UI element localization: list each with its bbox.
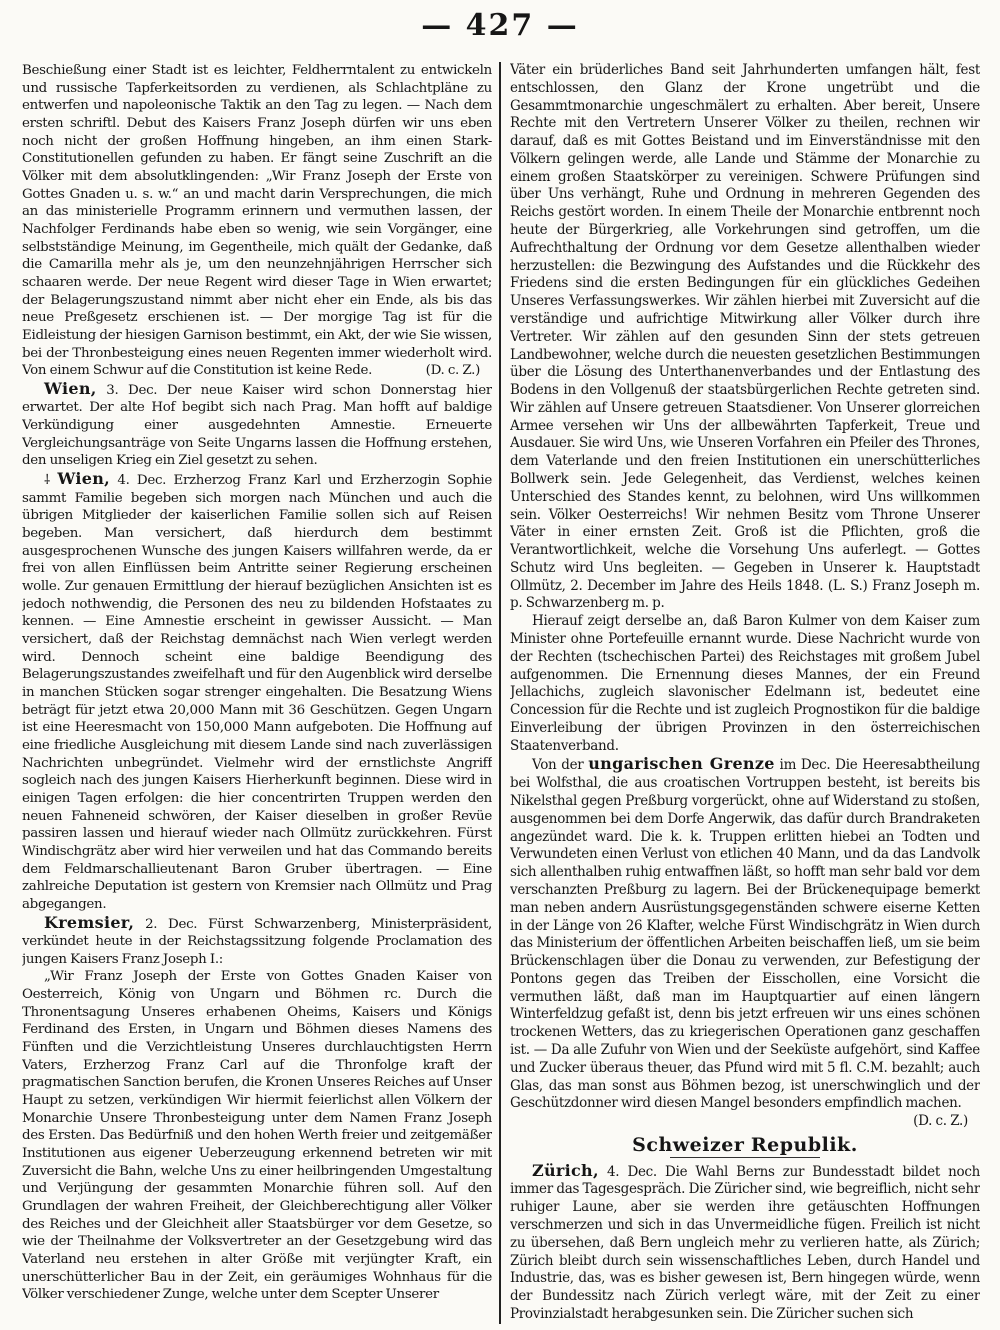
- page-number: — 427 —: [421, 8, 579, 43]
- dateline: Wien,: [44, 378, 97, 398]
- dateline: Wien,: [57, 469, 110, 489]
- paragraph-text: 4. Dec. Erzherzog Franz Karl und Erzherzogin Sophie sammt Familie begeben sich morgen nach München und auch die übrigen Mitglieder der kaiserlichen Familie sollen sich auf Reisen begeben. Man versichert, daß hierdurch dem bestimmt ausgesprochenen Wunsche des jungen Kaisers willfahren werde, da er frei von allen Einflüssen beim Antritte seiner Regierung erscheinen wolle. Zur genauen Ermittlung der hierauf bezüglichen Ansichten ist es jedoch nothwendig, die Personen des neu zu bildenden Hofstaates zu kennen. — Eine Amnestie erscheint in gewisser Aussicht. — Man versichert, daß der Reichstag demnächst nach Wien verlegt werden wird. Dennoch scheint eine baldige Beendigung des Belagerungszustandes zweifelhaft und für den Augenblick wird derselbe in manchen Stücken sogar strenger eingehalten. Die Besatzung Wiens beträgt für jetzt etwa 20,000 Mann mit 36 Geschützen. Gegen Ungarn ist eine Heeresmacht von 150,000 Mann aufgeboten. Die Hoffnung auf eine friedliche Ausgleichung mit diesem Lande sind nach zuverlässigen Nachrichten unbegründet. Vielmehr wird der ernstlichste Angriff sogleich nach des jungen Kaisers Hierherkunft beginnen. Diese wird in einigen Tagen erfolgen: die hier concentrirten Truppen werden den neuen Fahneneid schwören, der Kaiser dieselben in großer Revüe passiren lassen und hierauf wieder nach Ollmütz zurückkehren. Fürst Windischgrätz aber wird hier verweilen und hat das Commando bereits dem Feldmarschallieutenant Baron Gruber übertragen. — Eine zahlreiche Deputation ist gestern von Kremsier nach Ollmütz und Prag abgegangen.: [22, 473, 492, 912]
- paragraph-lead: Von der: [532, 757, 589, 774]
- article-paragraph: [510, 755, 980, 1130]
- dateline: Kremsier,: [44, 912, 135, 932]
- section-heading: Schweizer Republik.: [632, 1133, 858, 1156]
- paragraph-text: 2. Dec. Fürst Schwarzenberg, Ministerpräsident, verkündet heute in der Reichstagssitzung folgende Proclamation des jungen Kaisers Franz Joseph I.:: [22, 916, 492, 967]
- proclamation-continuation: Väter ein brüderliches Band seit Jahrhunderten umfangen hält, fest entschlossen, den Glanz der Krone ungetrübt und die Gesammtmonarchie ungeschmälert zu erhalten. Aber bereit, Unsere Rechte mit den Vertretern Unserer Völker zu theilen, rechnen wir darauf, daß es mit Gottes Beistand und im Einverständnisse mit den Völkern gelingen werde, alle Lande und Stämme der Monarchie zu einem großen Staatskörper zu vereinigen. Schwere Prüfungen sind über Uns verhängt, Ruhe und Ordnung in mehreren Gegenden des Reichs gestört worden. In einem Theile der Monarchie entbrennt noch heute der Bürgerkrieg, alle Vorkehrungen sind getroffen, um die Aufrechthaltung der Ordnung vor dem Gesetze allenthalben wieder herzustellen: die Bezwingung des Aufstandes und die Rückkehr des Friedens sind die ersten Bedingungen für ein glückliches Gedeihen Unseres Verfassungswerkes. Wir zählen hierbei mit Zuversicht auf die verständige und aufrichtige Mitwirkung aller Völker durch ihre Vertreter. Wir zählen auf den gesunden Sinn der stets getreuen Landbewohner, welche durch die neuesten gesetzlichen Bestimmungen über die Lösung des Unterthanenverbandes und der Entlastung des Bodens in den Vollgenuß der staatsbürgerlichen Rechte getreten sind. Wir zählen auf Unsere getreuen Staatsdiener. Von Unserer glorreichen Armee versehen wir Uns der allbewährten Tapferkeit, Treue und Ausdauer. Sie wird Uns, wie Unseren Vorfahren ein Pfeiler des Thrones, dem Vaterlande und den freien Institutionen ein unerschütterliches Bollwerk sein. Jede Gelegenheit, das Verdienst, welches keinen Unterschied des Standes kennt, zu belohnen, wird Uns willkommen sein. Völker Oesterreichs! Wir nehmen Besitz vom Throne Unserer Väter in einer ernsten Zeit. Groß ist die Pflichten, groß die Verantwortlichkeit, welche die Vorsehung Uns auferlegt. — Gottes Schutz wird Uns begleiten. — Gegeben in Unserer k. Hauptstadt Ollmütz, 2. December im Jahre des Heils 1848. (L. S.) Franz Joseph m. p. Schwarzenberg m. p.: [510, 62, 980, 612]
- source-attribution: (D. c. Z.): [425, 363, 480, 379]
- paragraph-text: 4. Dec. Die Wahl Berns zur Bundesstadt bildet noch immer das Tagesgespräch. Die Züricher sind, wie begreiflich, nicht sehr ruhiger Laune, aber sie werden ihre getäuschten Hoffnungen verschmerzen und sich in das Unvermeidliche fügen. Freilich ist nicht zu übersehen, daß Bern ungleich mehr zu verlieren hatte, als Zürich; Zürich bleibt durch sein wissenschaftliches Leben, durch Handel und Industrie, das, was es bisher gewesen ist, Bern hingegen würde, wenn der Bundessitz nach Zürich verlegt wäre, mit der Zeit zu einer Provinzialstadt herabgesunken sein. Die Züricher suchen sich: [510, 1163, 980, 1322]
- right-column: [510, 62, 980, 1328]
- source-attribution: (D. c. Z.): [913, 1113, 968, 1130]
- paragraph-text: 3. Dec. Der neue Kaiser wird schon Donnerstag hier erwartet. Der alte Hof begibt sich nach Prag. Man hofft auf baldige Verkündigung einer ausgedehnten Amnestie. Erneuerte Vergleichungsanträge von Seite Ungarns lassen die Hoffnung erstehen, den unseligen Krieg ein Ziel gesetzt zu sehen.: [22, 382, 492, 469]
- proclamation-text: „Wir Franz Joseph der Erste von Gottes Gnaden Kaiser von Oesterreich, König von Ungarn und Böhmen rc. Durch die Thronentsagung Unseres erhabenen Oheims, Kaisers und Königs Ferdinand des Ersten, in Ungarn und Böhmen dieses Namens des Fünften und die Verzichtleistung Unseres durchlauchtigsten Herrn Vaters, Erzherzog Franz Carl auf die Thronfolge kraft der pragmatischen Sanction berufen, die Kronen Unseres Reiches auf Unser Haupt zu setzen, verkündigen Wir hiermit feierlichst allen Völkern der Monarchie Unsere Thronbesteigung unter dem Namen Franz Joseph des Ersten. Das Bedürfniß und den hohen Werth freier und zeitgemäßer Institutionen aus eigener Ueberzeugung erkennend betreten wir mit Zuversicht die Bahn, welche Uns zu einer heilbringenden Umgestaltung und Verjüngung der gesammten Monarchie führen soll. Auf den Grundlagen der wahren Freiheit, der Gleichberechtigung aller Völker des Reiches und der Gleichheit aller Staatsbürger vor dem Gesetze, so wie der Theilnahme der Volksvertreter an der Gesetzgebung wird das Vaterland neu erstehen in alter Größe mit verjüngter Kraft, ein unerschütterlicher Bau in der Zeit, ein geräumiges Wohnhaus für die Völker verschiedener Zunge, welche unter dem Scepter Unserer: [22, 969, 492, 1303]
- dateline: Zürich,: [532, 1160, 599, 1180]
- correspondent-mark: ⸸: [44, 473, 50, 489]
- article-paragraph: [22, 380, 492, 470]
- column-divider: [499, 62, 501, 1324]
- paragraph-text: Beschießung einer Stadt ist es leichter, Feldherrntalent zu entwickeln und russische Tapferkeitsorden zu verdienen, als Schlachtpläne zu entwerfen und napoleonische Taktik an den Tag zu legen. — Nach dem ersten schriftl. Debut des Kaisers Franz Joseph dürfen wir uns eben noch nicht der großen Hoffnung hingeben, an ihm einen Stark-Constitutionellen gefunden zu haben. Er fängt seine Zuschrift an die Völker mit dem absolutklingenden: „Wir Franz Joseph der Erste von Gottes Gnaden u. s. w.“ an und macht darin Versprechungen, die mich an das ministerielle Programm erinnern und vermuthen lassen, der Nachfolger Ferdinands habe eben so wenig, wie sein Vorgänger, eine selbstständige Meinung, im Gegentheile, mich quält der Gedanke, daß die Camarilla mehr als je, um den neunzehnjährigen Herrscher sich schaaren werde. Der neue Regent wird dieser Tage in Wien erwartet; der Belagerungszustand nimmt aber nicht eher ein Ende, als bis das neue Preßgesetz erschienen ist. — Der morgige Tag ist für die Eidleistung der hiesigen Garnison bestimmt, ein Akt, der wie Sie wissen, bei der Thronbesteigung eines neuen Regenten immer wiederholt wird. Von einem Schwur auf die Constitution ist keine Rede.: [22, 63, 492, 379]
- paragraph-text: im Dec. Die Heeresabtheilung bei Wolfsthal, die aus croatischen Vortruppen besteht, ist bereits bis Nikelsthal gegen Preßburg vorgerückt, ohne auf Widerstand zu stoßen, ausgenommen bei dem Dorfe Angerwik, das dafür durch Brandraketen angezündet ward. Die k. k. Truppen erlitten hiebei an Todten und Verwundeten einen Verlust von etlichen 40 Mann, und da das Landvolk sich allenthalben ruhig entwaffnen läßt, so hofft man sehr bald vor dem verschanzten Preßburg zu lagern. Bei der Brückenequipage bemerkt man neben andern Ausrüstungsgegenständen schwere eiserne Ketten in der Länge von 26 Klafter, welche Fürst Windischgrätz in Wien durch das Ministerium der öffentlichen Arbeiten beischaffen ließ, um sie beim Brückenschlagen über die Donau zu verwenden, zur Befestigung der Pontons gegen das Treiben der Eisschollen, eine Vorsicht die vermuthen läßt, daß man im Hauptquartier auf einen längern Winterfeldzug gefaßt ist, denn bis jetzt erfreuen wir uns eines schönen trockenen Wetters, das zu kriegerischen Operationen ganz geschaffen ist. — Da alle Zufuhr von Wien und der Seeküste aufgehört, sind Kaffee und Zucker überaus theuer, das Pfund wird mit 5 fl. C.M. bezahlt; auch Glas, das man sonst aus Böhmen bezog, ist unerschwinglich und der Geschützdonner wird diesen Mangel besonders empfindlich machen.: [510, 757, 980, 1112]
- dateline: ungarischen Grenze: [588, 754, 775, 774]
- left-column: [22, 62, 492, 1328]
- article-paragraph: [510, 1162, 980, 1324]
- article-paragraph: [22, 470, 492, 913]
- article-paragraph: Hierauf zeigt derselbe an, daß Baron Kulmer von dem Kaiser zum Minister ohne Portefeuille ernannt wurde. Diese Nachricht wurde von der Rechten (tschechischen Partei) des Reichstages mit großem Jubel aufgenommen. Die Ernennung dieses Mannes, der ein Freund Jellachichs, zugleich slavonischer Edelmann ist, bedeutet eine Concession für die Rechte und ist zugleich Prognostikon für die baldige Einverleibung der übrigen Provinzen in den österreichischen Staatenverband.: [510, 613, 980, 754]
- article-paragraph: [22, 914, 492, 969]
- section-rule: [670, 1157, 820, 1158]
- article-paragraph: [22, 62, 492, 380]
